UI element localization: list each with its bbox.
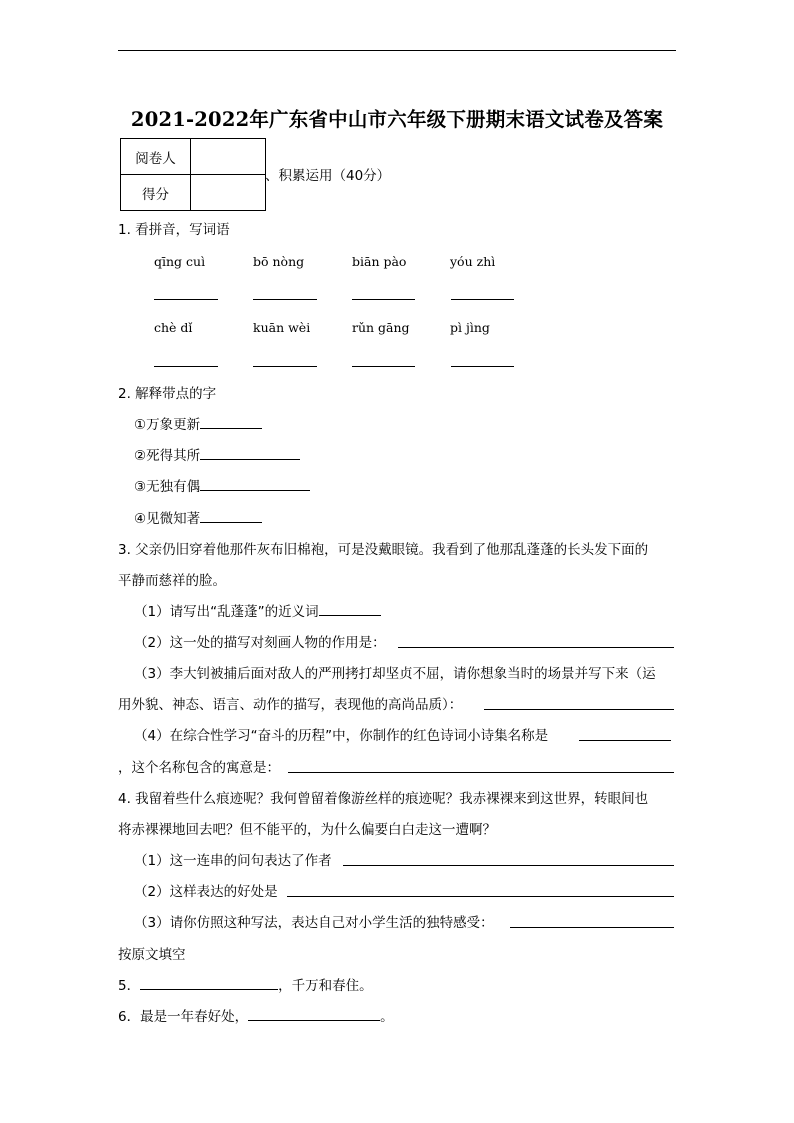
answer-blank[interactable] [579,740,671,741]
q3-sub4-line2: ，这个名称包含的寓意是： [118,760,280,776]
q5-number: 5． [118,978,141,994]
q4-sub2-text: （2）这样表达的好处是 [134,884,278,900]
pinyin-1: qīng cuì [154,254,206,269]
answer-blank[interactable] [398,647,674,648]
q3-sub3-line1: （3）李大钊被捕后面对敌人的严刑拷打却坚贞不屈，请你想象当时的场景并写下来（运 [134,666,656,682]
answer-blank[interactable] [451,299,514,300]
score-label: 得分 [121,175,191,211]
answer-blank[interactable] [343,865,674,866]
q2-item-1 [134,413,262,433]
pinyin-8: pì jìng [450,320,490,335]
answer-blank[interactable] [253,299,317,300]
pinyin-4: yóu zhì [450,254,496,269]
q3-sub3-line2: 用外貌、神态、语言、动作的描写，表现他的高尚品质）： [118,697,463,713]
answer-blank[interactable] [200,445,300,460]
answer-blank[interactable] [140,975,278,990]
q6-suffix: 。 [380,1009,394,1025]
q3-stem-line1: 3. 父亲仍旧穿着他那件灰布旧棉袍，可是没戴眼镜。我看到了他那乱蓬蓬的长头发下面的 [118,542,649,558]
answer-blank[interactable] [451,366,514,367]
q2-item-2 [134,444,300,464]
answer-blank[interactable] [248,1006,380,1021]
pinyin-2: bō nòng [253,254,305,269]
q5-suffix: ，千万和春住。 [278,978,373,994]
q3-sub4-line1: （4）在综合性学习“奋斗的历程”中，你制作的红色诗词小诗集名称是 [134,728,549,744]
answer-blank[interactable] [510,927,674,928]
answer-blank[interactable] [319,601,381,616]
q5 [118,974,373,994]
q2-stem: 2. 解释带点的字 [118,386,217,402]
pinyin-5: chè dǐ [154,320,193,335]
answer-blank[interactable] [200,414,262,429]
q2-item-text: ③无独有偶 [134,479,201,495]
q2-item-3 [134,475,310,495]
answer-blank[interactable] [484,709,674,710]
answer-blank[interactable] [154,299,218,300]
q3-stem-line2: 平静而慈祥的脸。 [118,573,226,589]
q4-stem-line1: 4. 我留着些什么痕迹呢？我何曾留着像游丝样的痕迹呢？我赤裸裸来到这世界，转眼间也 [118,791,649,807]
section-heading: 、积累运用（40分） [265,168,391,184]
grader-cell[interactable] [191,139,266,175]
q6-prefix: 6．最是一年春好处， [118,1009,249,1025]
q2-item-4 [134,507,262,527]
q3-sub2-text: （2）这一处的描写对刻画人物的作用是： [134,635,386,651]
answer-blank[interactable] [352,366,415,367]
answer-blank[interactable] [288,772,674,773]
q3-sub1 [134,600,381,620]
q4-stem-line2: 将赤裸裸地回去吧？但不能平的，为什么偏要白白走这一遭啊？ [118,822,496,838]
answer-blank[interactable] [253,366,317,367]
q3-sub1-text: （1）请写出“乱蓬蓬”的近义词 [134,604,319,620]
score-table [120,138,266,211]
q2-item-text: ①万象更新 [134,417,201,433]
q4-sub3-text: （3）请你仿照这种写法，表达自己对小学生活的独特感受： [134,915,494,931]
q6 [118,1005,394,1025]
q1-stem: 1. 看拼音，写词语 [118,222,230,238]
answer-blank[interactable] [154,366,218,367]
fill-heading: 按原文填空 [118,947,186,963]
score-cell[interactable] [191,175,266,211]
answer-blank[interactable] [200,508,262,523]
page-title: 2021-2022年广东省中山市六年级下册期末语文试卷及答案 [130,108,664,131]
answer-blank[interactable] [352,299,415,300]
pinyin-3: biān pào [352,254,407,269]
pinyin-6: kuān wèi [253,320,311,335]
answer-blank[interactable] [200,476,310,491]
answer-blank[interactable] [287,896,674,897]
q2-item-text: ④见微知著 [134,511,201,527]
grader-label: 阅卷人 [121,139,191,175]
q4-sub1-text: （1）这一连串的问句表达了作者 [134,853,332,869]
pinyin-7: rǔn gāng [352,320,410,335]
q2-item-text: ②死得其所 [134,448,201,464]
header-rule [118,50,676,51]
